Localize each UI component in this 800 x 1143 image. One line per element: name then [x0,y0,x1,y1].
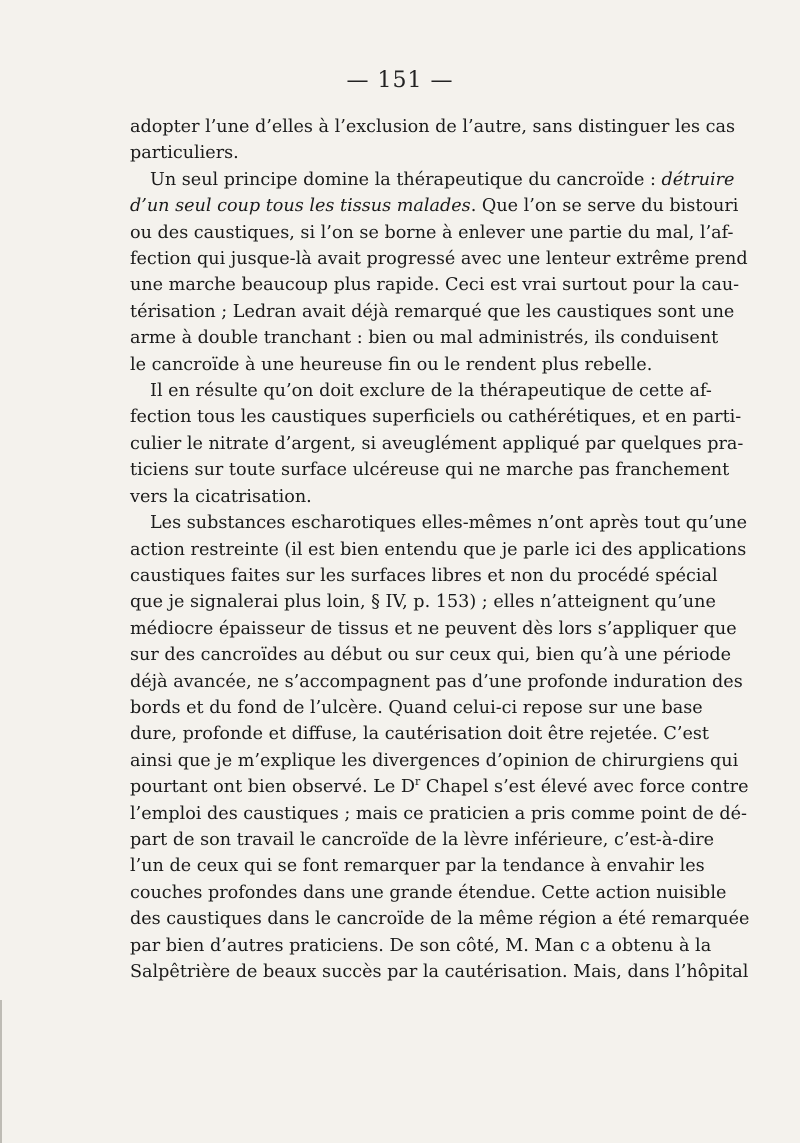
page-number: — 151 — [346,68,454,93]
text-line [130,193,739,219]
text-line: bords et du fond de l’ulcère. Quand celui-ci repose sur une base [130,697,703,718]
text-line: couches profondes dans une grande étendue. Cette action nuisible [130,882,727,903]
text-line: sur des cancroïdes au début ou sur ceux qui, bien qu’à une période [130,645,731,666]
italic-phrase: d’un seul coup tous les tissus malades [130,196,471,217]
text-line: médiocre épaisseur de tissus et ne peuvent dès lors s’appliquer que [130,618,737,639]
text-line: Il en résulte qu’on doit exclure de la thérapeutique de cette af- [150,381,712,402]
text-segment: Un seul principe domine la thérapeutique du cancroïde : [150,169,662,190]
text-line: l’un de ceux qui se font remarquer par la tendance à envahir les [130,856,705,877]
text-line: l’emploi des caustiques ; mais ce praticien a pris comme point de dé- [130,803,747,824]
text-line: déjà avancée, ne s’accompagnent pas d’une profonde induration des [130,671,743,692]
text-line: le cancroïde à une heureuse fin ou le rendent plus rebelle. [130,354,653,375]
text-line: particuliers. [130,143,239,164]
text-line: ticiens sur toute surface ulcéreuse qui ne marche pas franchement [130,460,730,481]
text-line: adopter l’une d’elles à l’exclusion de l’autre, sans distinguer les cas [130,117,735,137]
text-line: ainsi que je m’explique les divergences d’opinion de chirurgiens qui [130,750,739,771]
text-line: action restreinte (il est bien entendu que je parle ici des applications [130,539,747,560]
text-segment: Chapel s’est élevé avec force contre [420,777,749,798]
text-segment: . Que l’on se serve du bistouri [470,196,739,217]
text-line [130,167,735,193]
text-line: térisation ; Ledran avait déjà remarqué que les caustiques sont une [130,301,735,322]
text-line: des caustiques dans le cancroïde de la même région a été remarquée [130,909,750,930]
text-line: par bien d’autres praticiens. De son côté, M. Man c a obtenu à la [130,935,712,956]
text-line: dure, profonde et diffuse, la cautérisation doit être rejetée. C’est [130,724,709,745]
text-line: vers la cicatrisation. [130,486,312,507]
text-line [130,774,749,800]
text-line: une marche beaucoup plus rapide. Ceci est vrai surtout pour la cau- [130,275,740,296]
text-line: fection qui jusque-là avait progressé avec une lenteur extrême prend [130,249,748,270]
text-line: part de son travail le cancroïde de la lèvre inférieure, c’est-à-dire [130,829,715,850]
text-segment: pourtant ont bien observé. Le D [130,777,415,798]
text-line: culier le nitrate d’argent, si aveuglément appliqué par quelques pra- [130,433,744,454]
text-line: Salpêtrière de beaux succès par la cautérisation. Mais, dans l’hôpital [130,962,749,982]
text-line: ou des caustiques, si l’on se borne à enlever une partie du mal, l’af- [130,222,734,243]
text-line: que je signalerai plus loin, § IV, p. 153) ; elles n’atteignent qu’une [130,592,716,613]
text-line: fection tous les caustiques superficiels ou cathérétiques, et en parti- [130,407,742,428]
page-edge-shadow [0,1000,2,1143]
text-line: caustiques faites sur les surfaces libres et non du procédé spécial [130,565,718,586]
superscript: r [415,775,421,789]
body-text [130,114,750,985]
text-line: arme à double tranchant : bien ou mal administrés, ils conduisent [130,328,719,349]
italic-word: détruire [661,169,735,190]
text-line: Les substances escharotiques elles-mêmes n’ont après tout qu’une [150,513,748,534]
